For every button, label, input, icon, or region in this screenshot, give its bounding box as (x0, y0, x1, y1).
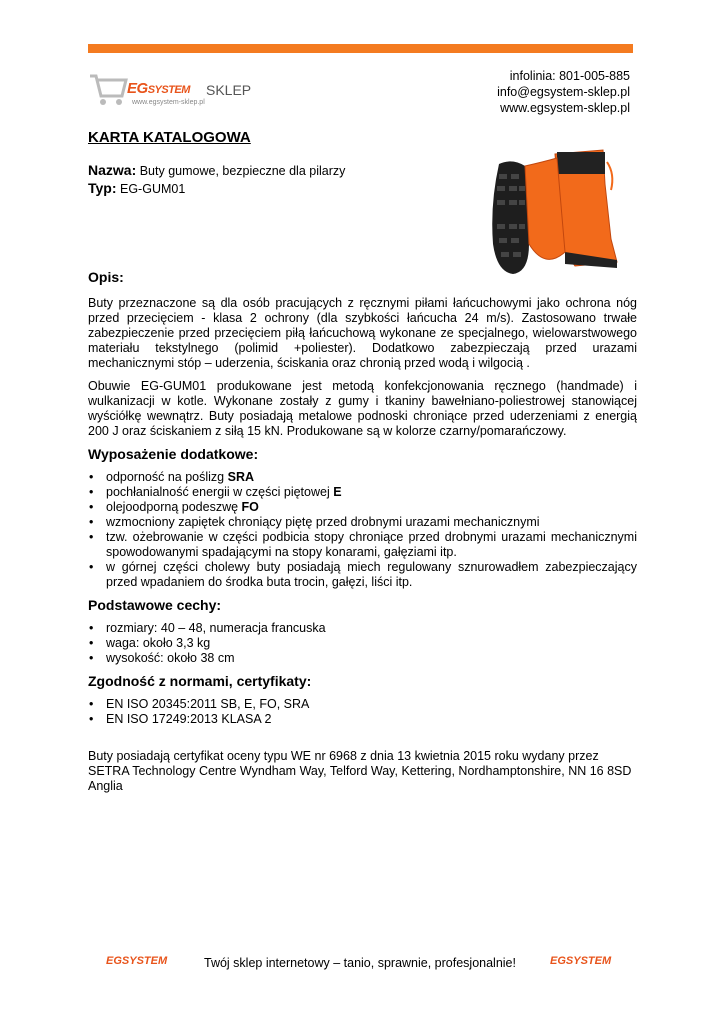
list-item: • EN ISO 17249:2013 KLASA 2 (106, 712, 637, 727)
list-item: • wysokość: około 38 cm (106, 651, 637, 666)
logo-shop-label: SKLEP (206, 82, 252, 98)
shopping-cart-icon (88, 68, 128, 108)
description-paragraph: Buty przeznaczone są dla osób pracujących z ręcznymi piłami łańcuchowymi jako ochrona nóg przed przecięciem - klasa 2 ochrony (dla szybkości łańcucha 24 m/s). Zastosowano trwałe zabezpieczenie przed przecięciem piłą łańcuchową wykonane ze specjalnego, wielowarstwowego materiału tekstylnego (polimid +poliester). Dodatkowo zabezpieczają przed urazami mechanicznymi stóp – uderzenia, ściskania oraz chronią przed wodą i wilgocią . (88, 296, 637, 370)
footer-logo-right: EGSYSTEM (550, 955, 612, 967)
features-list (88, 621, 637, 666)
certificate-text: Buty posiadają certyfikat oceny typu WE nr 6968 z dnia 13 kwietnia 2015 roku wydany przez SETRA Technology Centre Wyndham Way, Telford Way, Kettering, Nordhamptonshire, NN 16 8SD Anglia (88, 749, 632, 793)
top-accent-bar (88, 44, 633, 53)
list-item: • EN ISO 20345:2011 SB, E, FO, SRA (106, 697, 637, 712)
list-item: • w górnej części cholewy buty posiadają miech regulowany sznurowadłem zabezpieczający przed wpadaniem do środka buta trocin, gałęzi, liści itp. (106, 560, 637, 590)
list-item: • waga: około 3,3 kg (106, 636, 637, 651)
list-item: • olejoodporną podeszwę FO (106, 500, 637, 515)
egsystem-logo[interactable] (88, 66, 268, 114)
footer (88, 955, 637, 973)
logo-url: www.egsystem-sklep.pl (132, 99, 205, 106)
list-item: • odporność na poślizg SRA (106, 470, 637, 485)
description-heading: Opis: (88, 269, 124, 285)
contact-info (497, 68, 630, 116)
standards-list (88, 697, 637, 727)
contact-email[interactable]: info@egsystem-sklep.pl (497, 85, 630, 99)
main-content (88, 270, 637, 802)
rubber-boot-image (485, 144, 635, 276)
list-item: • tzw. ożebrowanie w części podbicia stopy chroniące przed drobnymi urazami mechanicznymi spowodowanymi spadającymi na stopy konarami, gałęziami itp. (106, 530, 637, 560)
footer-slogan: Twój sklep internetowy – tanio, sprawnie, profesjonalnie! (204, 956, 516, 970)
product-type: Typ: EG-GUM01 (88, 180, 186, 196)
description-paragraph: Obuwie EG-GUM01 produkowane jest metodą konfekcjonowania ręcznego (handmade) i wulkanizacji w kotle. Wykonane zostały z gumy i tkaniny bawełniano-poliestrowej stanowiącej wyściółkę wewnątrz. Buty posiadają metalowe podnoski chroniące przed uderzeniami z energią 200 J oraz ściskaniem z siłą 15 kN. Produkowane są w kolorze czarny/pomarańczowy. (88, 379, 637, 438)
list-item: • rozmiary: 40 – 48, numeracja francuska (106, 621, 637, 636)
contact-phone: infolinia: 801-005-885 (509, 69, 630, 83)
product-name: Nazwa: Buty gumowe, bezpieczne dla pilarzy (88, 162, 346, 178)
list-item: • pochłanialność energii w części piętowej E (106, 485, 637, 500)
features-heading: Podstawowe cechy: (88, 597, 222, 613)
page-title: KARTA KATALOGOWA (88, 129, 251, 146)
equipment-heading: Wyposażenie dodatkowe: (88, 446, 259, 462)
logo-wordmark: EGSYSTEM (127, 80, 190, 97)
footer-logo-left: EGSYSTEM (106, 955, 168, 967)
contact-website[interactable]: www.egsystem-sklep.pl (500, 101, 630, 115)
product-meta (88, 162, 345, 198)
standards-heading: Zgodność z normami, certyfikaty: (88, 673, 312, 689)
list-item: • wzmocniony zapiętek chroniący piętę przed drobnymi urazami mechanicznymi (106, 515, 637, 530)
equipment-list (88, 470, 637, 590)
